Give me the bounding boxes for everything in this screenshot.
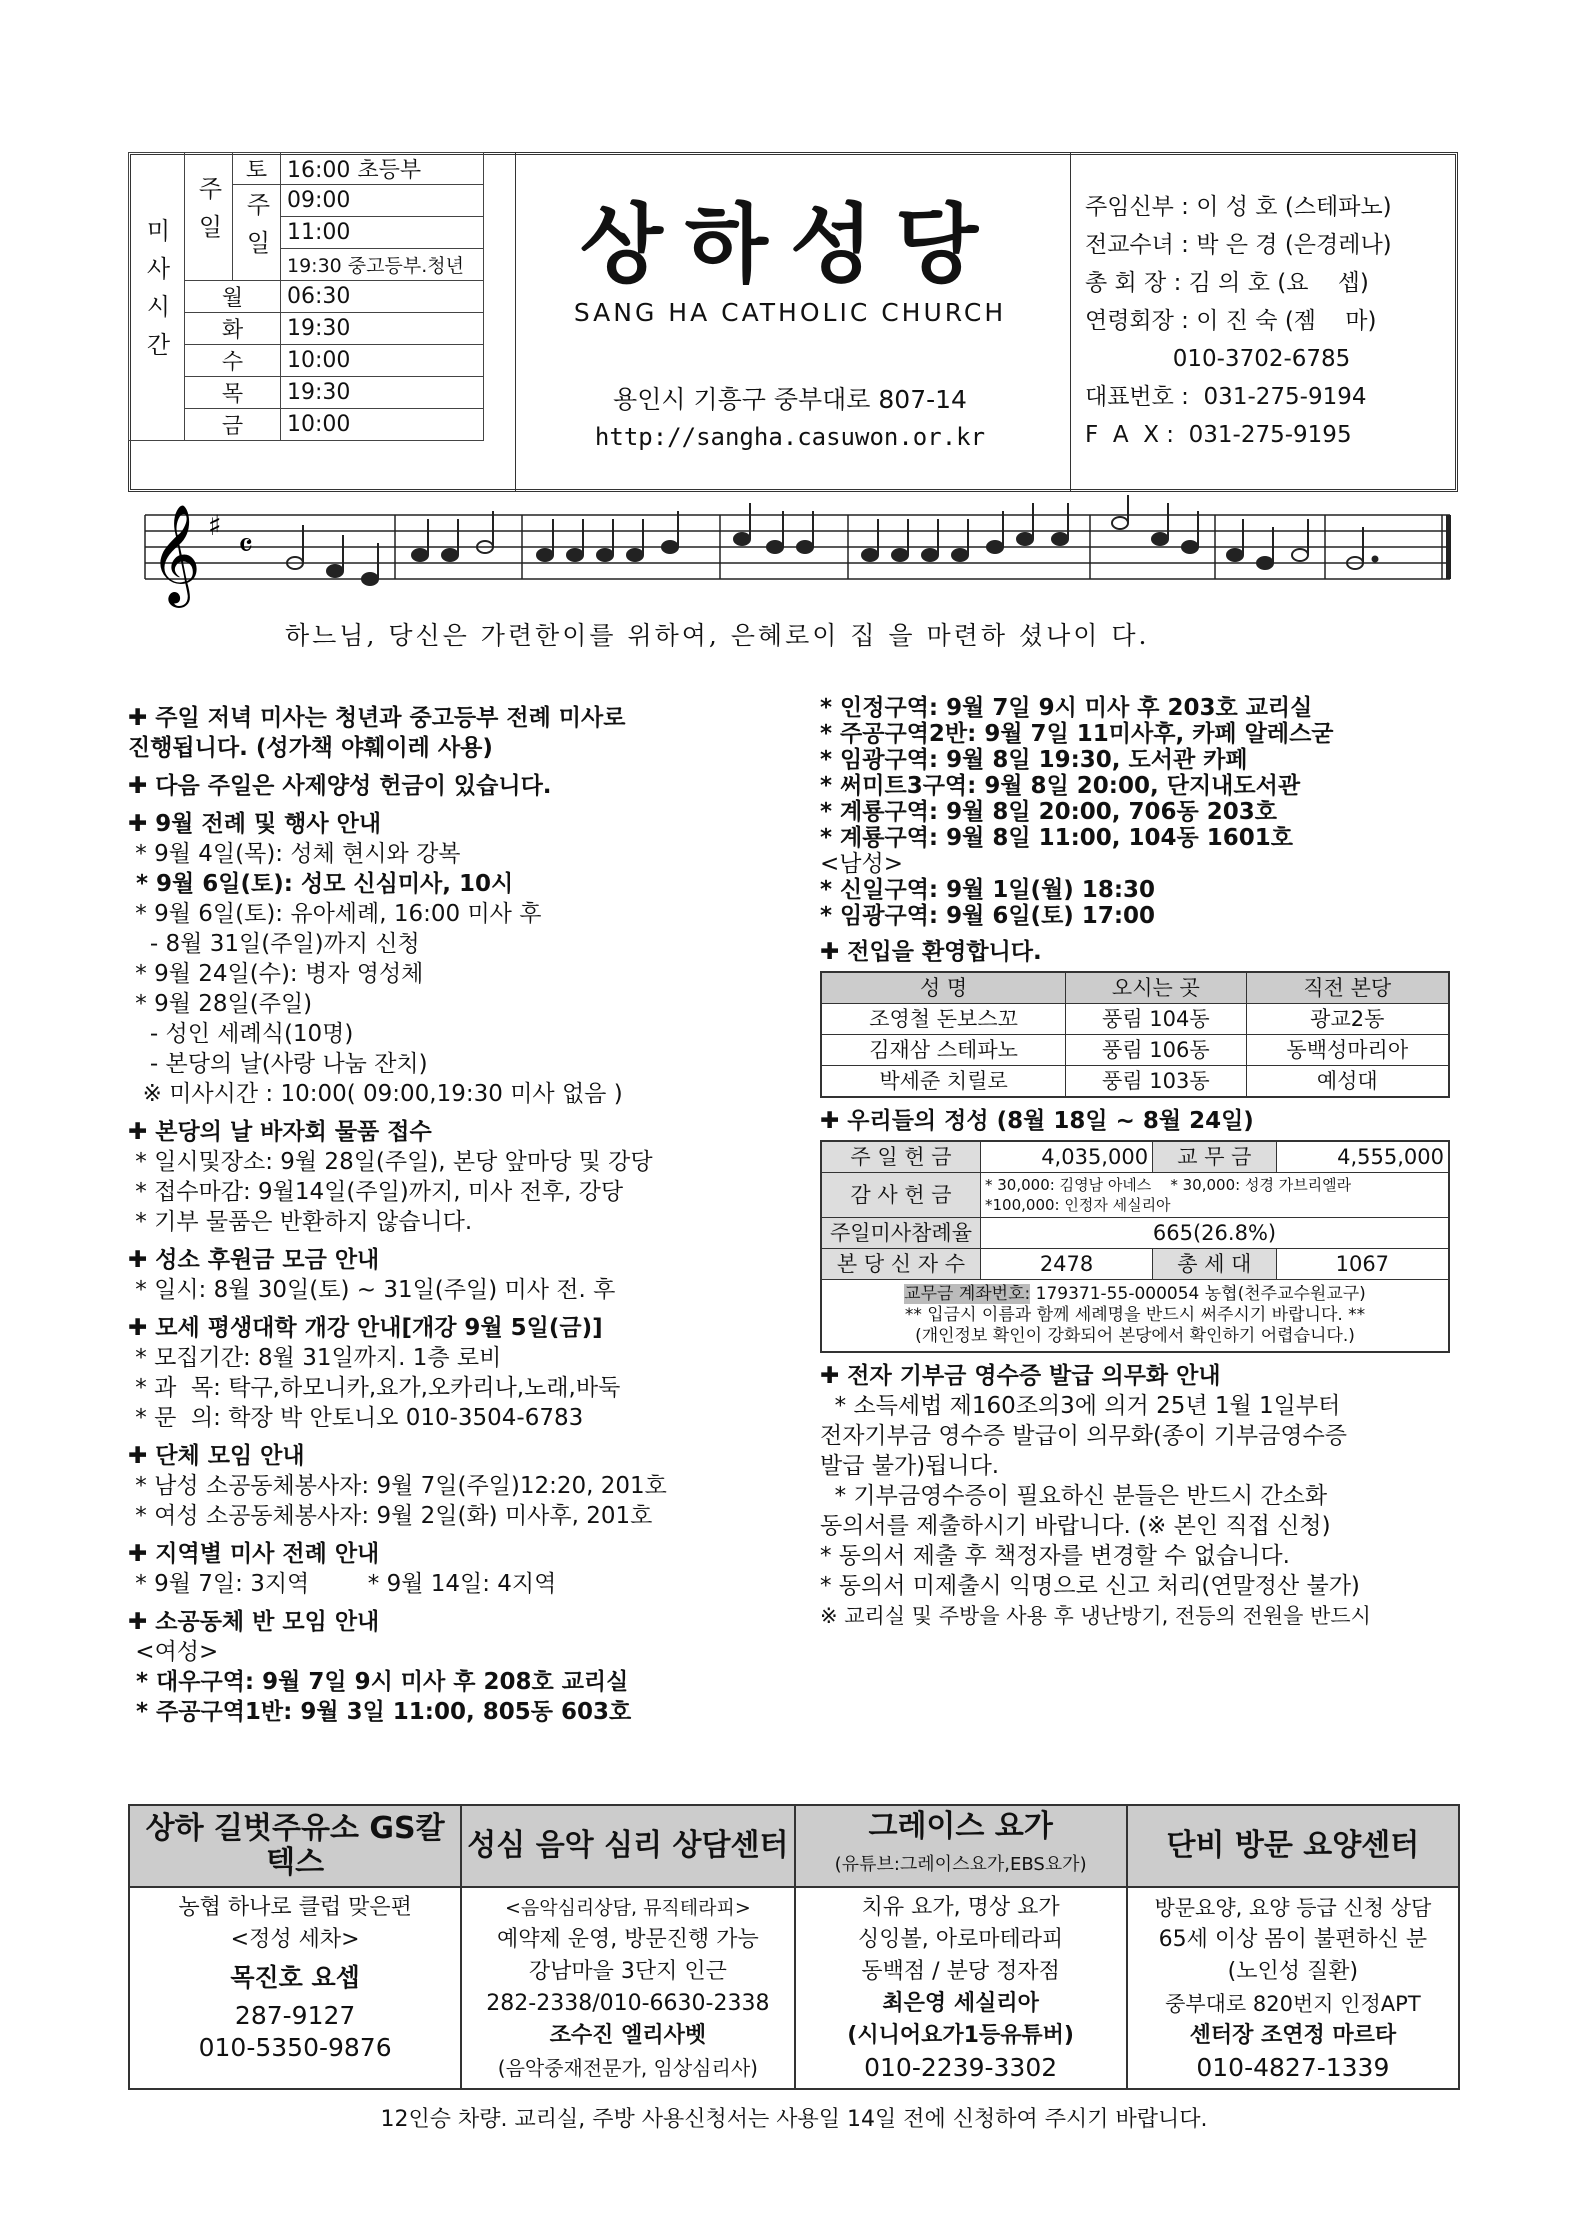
list-item: * 일시및장소: 9월 28일(주일), 본당 앞마당 및 강당 (128, 1149, 653, 1175)
list-item: * 신일구역: 9월 1일(월) 18:30 (820, 877, 1156, 903)
church-address: 용인시 기흥구 중부대로 807-14 (613, 385, 967, 414)
list-item: * 계룡구역: 9월 8일 20:00, 706동 203호 (820, 799, 1277, 825)
table-cell: 풍림 104동 (1066, 1004, 1246, 1035)
ad-title: 상하 길벗주유소 GS칼텍스 (129, 1805, 461, 1887)
offering-label: 주일미사참례율 (821, 1218, 981, 1249)
account-info (821, 1280, 1449, 1353)
offering-value: 2478 (981, 1249, 1153, 1280)
list-item: * 모집기간: 8월 31일까지. 1층 로비 (128, 1345, 502, 1371)
staff-line: 주임신부 : 이 성 호 (스테파노) (1085, 194, 1392, 220)
section-heading: ✚ 전자 기부금 영수증 발급 의무화 안내 (820, 1363, 1221, 1389)
offering-label: 교 무 금 (1153, 1141, 1277, 1173)
list-item: * 9월 6일(토): 성모 신심미사, 10시 (128, 871, 514, 897)
weekday-time: 19:30 (281, 313, 484, 345)
right-column (820, 695, 1460, 1631)
header-divider (515, 152, 516, 492)
table-cell: 예성대 (1246, 1066, 1449, 1098)
account-note: (개인정보 확인이 강화되어 본당에서 확인하기 어렵습니다.) (915, 1326, 1355, 1346)
saturday-label: 토 (233, 153, 281, 185)
hymn-lyrics: 하느님, 당신은 가련한이를 위하여, 은혜로이 집 을 마련하 셨나이 다. (285, 621, 1150, 650)
svg-text:𝄴: 𝄴 (238, 526, 254, 566)
table-header: 직전 본당 (1246, 972, 1449, 1004)
ad-body: 방문요양, 요양 등급 신청 상담 65세 이상 몸이 불편하신 분 (노인성 질환) 중부대로 820번지 인정APT 센터장 조연정 마르타 010-4827-1339 (1127, 1887, 1459, 2089)
list-item: 진행됩니다. (성가책 야훼이레 사용) (128, 735, 493, 761)
ad-body: <음악심리상담, 뮤직테라피> 예약제 운영, 방문진행 가능 강남마을 3단지 인근 282-2338/010-6630-2338 조수진 엘리사벳 (음악중재전문가, 임상심리사) (461, 1887, 794, 2089)
list-item: * 9월 6일(토): 유아세례, 16:00 미사 후 (128, 901, 542, 927)
list-item: * 써미트3구역: 9월 8일 20:00, 단지내도서관 (820, 773, 1301, 799)
list-item: * 9월 28일(주일) (128, 991, 313, 1017)
ad-body: 농협 하나로 클럽 맞은편 <정성 세차> 목진호 요셉 287-9127 010-5350-9876 (129, 1887, 461, 2089)
weekday-label: 월 (185, 281, 281, 313)
offering-table (820, 1140, 1450, 1353)
list-item: - 본당의 날(사랑 나눔 잔치) (128, 1051, 428, 1077)
table-cell: 풍림 106동 (1066, 1035, 1246, 1066)
saturday-time: 16:00 초등부 (281, 153, 484, 185)
receipt-line: 전자기부금 영수증 발급이 의무화(종이 기부금영수증 (820, 1423, 1348, 1449)
receipt-line: ※ 교리실 및 주방을 사용 후 냉난방기, 전등의 전원을 반드시 (820, 1604, 1371, 1628)
account-label: 교무금 계좌번호: (904, 1284, 1031, 1304)
ad-title: 그레이스 요가 (유튜브:그레이스요가,EBS요가) (795, 1805, 1127, 1887)
table-cell: 김재삼 스테파노 (821, 1035, 1066, 1066)
left-column (128, 695, 788, 1727)
list-item: * 인정구역: 9월 7일 9시 미사 후 203호 교리실 (820, 695, 1313, 721)
weekday-time: 10:00 (281, 409, 484, 441)
list-item: ※ 미사시간 : 10:00( 09:00,19:30 미사 없음 ) (128, 1081, 623, 1107)
offering-value: 665(26.8%) (981, 1218, 1450, 1249)
staff-list (1085, 188, 1455, 454)
weekday-label: 수 (185, 345, 281, 377)
weekday-time: 10:00 (281, 345, 484, 377)
staff-line: F A X : 031-275-9195 (1085, 422, 1352, 448)
staff-line: 연령회장 : 이 진 숙 (젬 마) (1085, 308, 1377, 334)
section-heading: ✚ 성소 후원금 모금 안내 (128, 1247, 380, 1273)
receipt-line: * 동의서 미제출시 익명으로 신고 처리(연말정산 불가) (820, 1573, 1360, 1599)
list-item: * 주공구역2반: 9월 7일 11미사후, 카페 알레스굳 (820, 721, 1334, 747)
section-heading: ✚ 우리들의 정성 (8월 18일 ~ 8월 24일) (820, 1108, 1254, 1134)
weekday-label: 목 (185, 377, 281, 409)
list-item: * 일시: 8월 30일(토) ~ 31일(주일) 미사 전. 후 (128, 1277, 616, 1303)
church-english-name: SANG HA CATHOLIC CHURCH (573, 298, 1007, 327)
offering-label: 주 일 헌 금 (821, 1141, 981, 1173)
table-cell: 광교2동 (1246, 1004, 1449, 1035)
offering-value: 4,035,000 (981, 1141, 1153, 1173)
treble-clef-icon: 𝄞 (150, 504, 201, 604)
list-item: <남성> (820, 851, 903, 877)
footer-note: 12인승 차량. 교리실, 주방 사용신청서는 사용일 14일 전에 신청하여 주시기 바랍니다. (380, 2107, 1208, 2132)
list-item: * 임광구역: 9월 6일(토) 17:00 (820, 903, 1156, 929)
music-notes (287, 495, 1378, 585)
offering-label: 감 사 헌 금 (821, 1173, 981, 1218)
list-item: * 임광구역: 9월 8일 19:30, 도서관 카페 (820, 747, 1248, 773)
ad-title: 성심 음악 심리 상담센터 (461, 1805, 794, 1887)
offering-value: 4,555,000 (1276, 1141, 1449, 1173)
sunday-group-label: 주일 (185, 153, 233, 281)
svg-text:♯: ♯ (208, 509, 222, 542)
list-item: * 9월 4일(목): 성체 현시와 강복 (128, 841, 461, 867)
staff-line: 총 회 장 : 김 의 호 (요 셉) (1085, 270, 1369, 296)
weekday-label: 화 (185, 313, 281, 345)
list-item: * 과 목: 탁구,하모니카,요가,오카리나,노래,바둑 (128, 1375, 621, 1401)
thanks-item: *100,000: 인정자 세실리아 (985, 1196, 1171, 1214)
list-item: - 8월 31일(주일)까지 신청 (128, 931, 420, 957)
welcome-table (820, 971, 1450, 1098)
receipt-line: 발급 불가)됩니다. (820, 1453, 1000, 1479)
section-heading: ✚ 전입을 환영합니다. (820, 939, 1042, 965)
section-heading: ✚ 주일 저녁 미사는 청년과 중고등부 전례 미사로 (128, 705, 626, 731)
list-item: * 계룡구역: 9월 8일 11:00, 104동 1601호 (820, 825, 1293, 851)
receipt-line: * 기부금영수증이 필요하신 분들은 반드시 간소화 (820, 1483, 1328, 1509)
staff-line: 전교수녀 : 박 은 경 (은경레나) (1085, 232, 1392, 258)
list-item: * 접수마감: 9월14일(주일)까지, 미사 전후, 강당 (128, 1179, 624, 1205)
mass-schedule-table (128, 152, 484, 441)
table-header: 성 명 (821, 972, 1066, 1004)
account-number: 179371-55-000054 농협(천주교수원교구) (1035, 1284, 1366, 1304)
weekday-time: 19:30 (281, 377, 484, 409)
table-cell: 박세준 치릴로 (821, 1066, 1066, 1098)
list-item: * 여성 소공동체봉사자: 9월 2일(화) 미사후, 201호 (128, 1503, 653, 1529)
table-row (821, 1066, 1449, 1098)
section-heading: ✚ 본당의 날 바자회 물품 접수 (128, 1119, 432, 1145)
section-heading: ✚ 9월 전례 및 행사 안내 (128, 811, 382, 837)
table-row (821, 1004, 1449, 1035)
ad-title: 단비 방문 요양센터 (1127, 1805, 1459, 1887)
sunday-label: 주일 (233, 185, 281, 281)
list-item: * 주공구역1반: 9월 3일 11:00, 805동 603호 (128, 1699, 632, 1725)
church-url[interactable]: http://sangha.casuwon.or.kr (594, 423, 986, 451)
thanks-item: * 30,000: 김영남 아네스 (985, 1176, 1152, 1194)
thanks-item: * 30,000: 성경 가브리엘라 (1170, 1176, 1352, 1194)
table-header: 오시는 곳 (1066, 972, 1246, 1004)
church-title: 상하성당 (579, 195, 1001, 295)
section-heading: ✚ 지역별 미사 전례 안내 (128, 1541, 380, 1567)
sunday-time: 09:00 (281, 185, 484, 217)
sunday-time: 19:30 중고등부.청년 (281, 249, 484, 281)
list-item: * 기부 물품은 반환하지 않습니다. (128, 1209, 473, 1235)
receipt-line: * 동의서 제출 후 책정자를 변경할 수 없습니다. (820, 1543, 1290, 1569)
table-cell: 동백성마리아 (1246, 1035, 1449, 1066)
list-item: * 대우구역: 9월 7일 9시 미사 후 208호 교리실 (128, 1669, 629, 1695)
mass-label: 미사시간 (129, 153, 185, 441)
table-cell: 조영철 돈보스꼬 (821, 1004, 1066, 1035)
receipt-line: 동의서를 제출하시기 바랍니다. (※ 본인 직접 신청) (820, 1513, 1331, 1539)
ads-table (128, 1804, 1460, 2090)
list-item: * 남성 소공동체봉사자: 9월 7일(주일)12:20, 201호 (128, 1473, 667, 1499)
offering-value: 1067 (1276, 1249, 1449, 1280)
section-heading: ✚ 모세 평생대학 개강 안내[개강 9월 5일(금)] (128, 1315, 603, 1341)
weekday-time: 06:30 (281, 281, 484, 313)
table-cell: 풍림 103동 (1066, 1066, 1246, 1098)
list-item: * 9월 7일: 3지역 * 9월 14일: 4지역 (128, 1571, 557, 1597)
list-item: * 9월 24일(수): 병자 영성체 (128, 961, 424, 987)
list-item: * 문 의: 학장 박 안토니오 010-3504-6783 (128, 1405, 584, 1431)
ad-body: 치유 요가, 명상 요가 싱잉볼, 아로마테라피 동백점 / 분당 정자점 최은영 세실리아 (시니어요가1등유튜버) 010-2239-3302 (795, 1887, 1127, 2089)
staff-line: 대표번호 : 031-275-9194 (1085, 384, 1367, 410)
section-heading: ✚ 단체 모임 안내 (128, 1443, 305, 1469)
offering-label: 본 당 신 자 수 (821, 1249, 981, 1280)
staff-line: 010-3702-6785 (1085, 346, 1351, 372)
section-heading: ✚ 소공동체 반 모임 안내 (128, 1609, 380, 1635)
thanks-list (981, 1173, 1450, 1218)
table-row (821, 1035, 1449, 1066)
list-item: <여성> (128, 1639, 219, 1665)
account-note: ** 입금시 이름과 함께 세례명을 반드시 써주시기 바랍니다. ** (904, 1305, 1366, 1325)
header-divider (1070, 152, 1071, 492)
list-item: - 성인 세례식(10명) (128, 1021, 354, 1047)
offering-label: 총 세 대 (1153, 1249, 1277, 1280)
weekday-label: 금 (185, 409, 281, 441)
section-heading: ✚ 다음 주일은 사제양성 헌금이 있습니다. (128, 773, 552, 799)
sunday-time: 11:00 (281, 217, 484, 249)
receipt-line: * 소득세법 제160조의3에 의거 25년 1월 1일부터 (820, 1393, 1341, 1419)
music-staff (130, 495, 1460, 630)
